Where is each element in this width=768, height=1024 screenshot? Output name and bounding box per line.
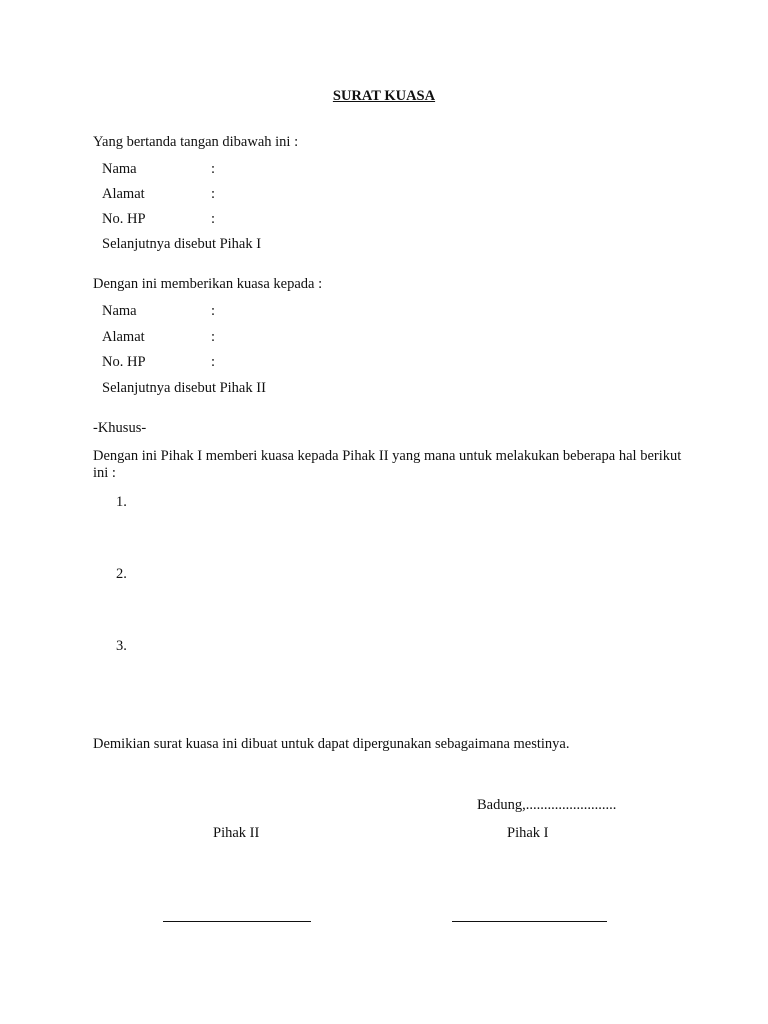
signature-label-pihak2: Pihak II: [213, 825, 260, 841]
pihak1-name-label: Nama: [102, 161, 137, 177]
list-item-number: 1.: [116, 494, 127, 510]
pihak2-address-label: Alamat: [102, 329, 145, 345]
list-item-number: 3.: [116, 638, 127, 654]
pihak1-name-colon: :: [211, 161, 216, 177]
list-item-number: 2.: [116, 566, 127, 582]
pihak2-designation: Selanjutnya disebut Pihak II: [102, 380, 266, 396]
khusus-heading: -Khusus-: [93, 420, 147, 436]
intro-pihak2: Dengan ini memberikan kuasa kepada :: [93, 276, 323, 292]
document-title: SURAT KUASA: [332, 88, 436, 104]
signature-line-pihak2: [163, 921, 311, 922]
place-date: Badung,.........................: [477, 797, 617, 813]
pihak2-phone-colon: :: [211, 354, 216, 370]
pihak2-address-colon: :: [211, 329, 216, 345]
signature-line-pihak1: [452, 921, 607, 922]
closing-statement: Demikian surat kuasa ini dibuat untuk dapat dipergunakan sebagaimana mestinya.: [93, 736, 570, 752]
pihak2-phone-label: No. HP: [102, 354, 146, 370]
pihak1-address-label: Alamat: [102, 186, 145, 202]
pihak1-designation: Selanjutnya disebut Pihak I: [102, 236, 262, 252]
pihak1-address-colon: :: [211, 186, 216, 202]
intro-pihak1: Yang bertanda tangan dibawah ini :: [93, 134, 299, 150]
pihak1-phone-label: No. HP: [102, 211, 146, 227]
signature-label-pihak1: Pihak I: [507, 825, 549, 841]
pihak2-name-colon: :: [211, 303, 216, 319]
pihak2-name-label: Nama: [102, 303, 137, 319]
mandate-paragraph: Dengan ini Pihak I memberi kuasa kepada Pihak II yang mana untuk melakukan beberapa hal berikut ini :: [93, 448, 682, 482]
pihak1-phone-colon: :: [211, 211, 216, 227]
